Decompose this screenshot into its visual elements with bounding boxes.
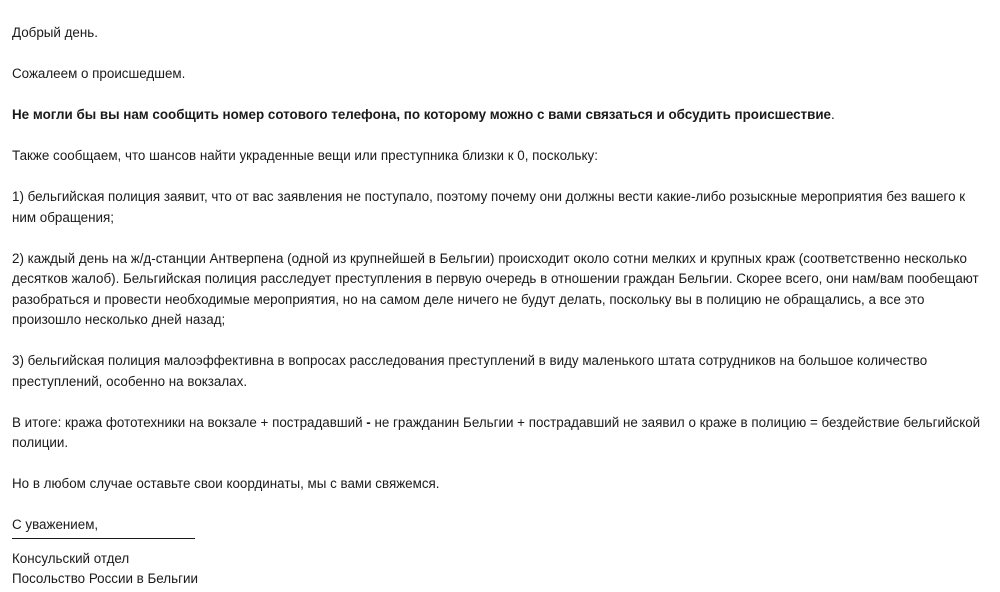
regards: С уважением, [12, 517, 99, 532]
signature-organization: Посольство России в Бельгии [12, 571, 198, 586]
phone-request [12, 105, 992, 126]
point-3: 3) бельгийская полиция малоэффективна в вопросах расследования преступлений в виду маленького штата сотрудников на большое количество преступлений, особенно на вокзалах. [12, 353, 928, 389]
signature-line [12, 538, 195, 539]
summary-part-2: не гражданин Бельгии + пострадавший не заявил о краже в полицию = бездействие бельгийской полиции. [12, 414, 981, 450]
intro-text: Также сообщаем, что шансов найти украденные вещи или преступника близки к 0, поскольку: [12, 148, 598, 163]
regret-text: Сожалеем о происшедшем. [12, 66, 186, 81]
point-2: 2) каждый день на ж/д-станции Антверпена (одной из крупнейшей в Бельгии) происходит около сотни мелких и крупных краж (соответственно несколько десятков жалоб). Бельгийская полиция расследует преступления в первую очередь в отношении граждан Бельгии. Скорее всего, они нам/вам пообещают разобраться и провести необходимые мероприятия, но на самом деле ничего не будут делать, поскольку вы в полицию не обращались, а все это произошло несколько дней назад; [12, 250, 979, 327]
phone-request-end: . [831, 107, 835, 122]
signature-department: Консульский отдел [12, 550, 130, 566]
phone-request-bold: Не могли бы вы нам сообщить номер сотового телефона, по которому можно с вами связаться и обсудить происшествие [12, 107, 832, 122]
greeting: Добрый день. [12, 25, 98, 40]
point-1: 1) бельгийская полиция заявит, что от вас заявления не поступало, поэтому почему они должны вести какие-либо розыскные мероприятия без вашего к ним обращения; [12, 189, 966, 225]
closing-text: Но в любом случае оставьте свои координаты, мы с вами свяжемся. [12, 476, 440, 491]
summary [12, 413, 992, 454]
summary-dash: - [366, 414, 371, 430]
summary-part-1: В итоге: кража фототехники на вокзале + пострадавший [12, 414, 367, 430]
